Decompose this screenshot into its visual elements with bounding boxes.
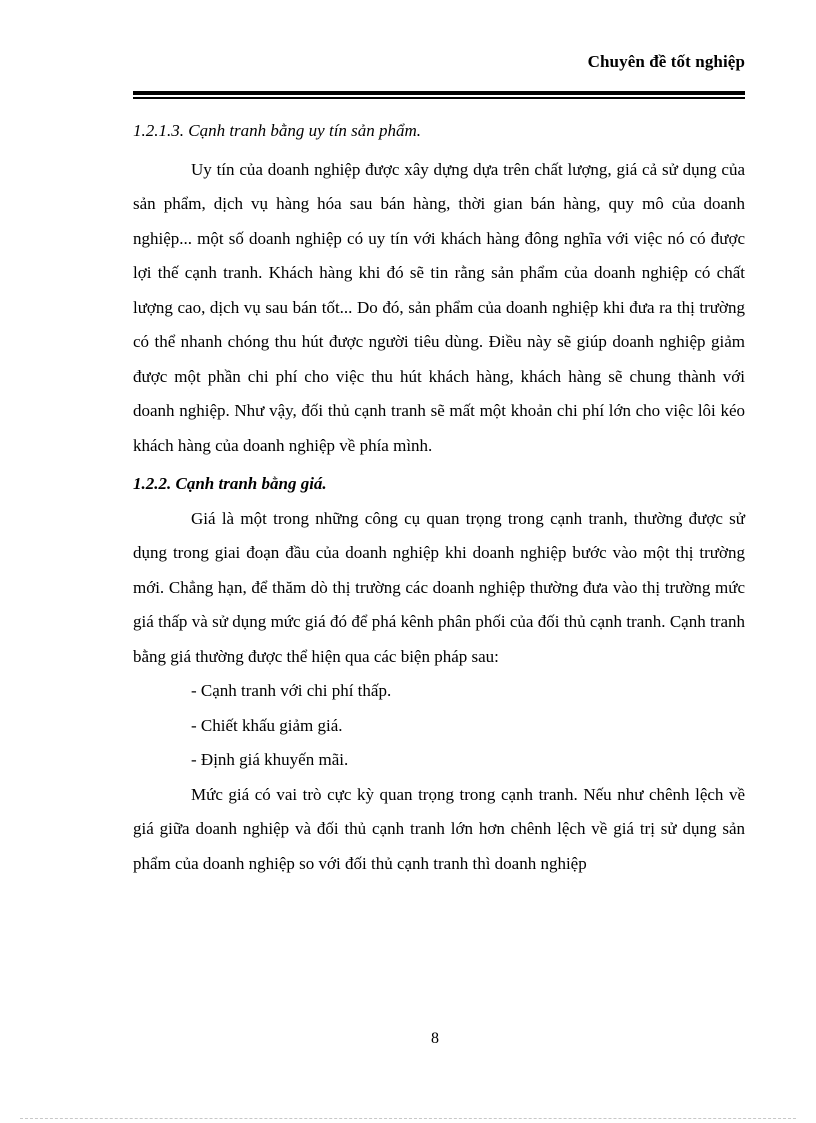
header-title: Chuyên đề tốt nghiệp	[587, 52, 745, 71]
page-bottom-divider	[20, 1118, 796, 1119]
section-heading-1213: 1.2.1.3. Cạnh tranh bằng uy tín sản phẩm.	[133, 121, 422, 140]
header-rule-thick	[133, 91, 745, 95]
document-body	[133, 114, 745, 881]
bullet-item: - Định giá khuyến mãi.	[191, 750, 349, 769]
paragraph-reputation: Uy tín của doanh nghiệp được xây dựng dựa trên chất lượng, giá cả sử dụng của sản phẩm, dịch vụ hàng hóa sau bán hàng, thời gian bán hàng, quy mô của doanh nghiệp... một số doanh nghiệp có uy tín với khách hàng đông nghĩa với việc nó có được lợi thế cạnh tranh. Khách hàng khi đó sẽ tin rằng sản phẩm của doanh nghiệp có chất lượng cao, dịch vụ sau bán tốt... Do đó, sản phẩm của doanh nghiệp khi đưa ra thị trường có thể nhanh chóng thu hút được người tiêu dùng. Điều này sẽ giúp doanh nghiệp giảm được một phần chi phí cho việc thu hút khách hàng, khách hàng sẽ chung thành với doanh nghiệp. Như vậy, đối thủ cạnh tranh sẽ mất một khoản chi phí lớn cho việc lôi kéo khách hàng của doanh nghiệp về phía mình.	[133, 159, 745, 455]
bullet-item: - Chiết khấu giảm giá.	[191, 715, 343, 735]
paragraph-price-role: Mức giá có vai trò cực kỳ quan trọng trong cạnh tranh. Nếu như chênh lệch về giá giữa doanh nghiệp và đối thủ cạnh tranh lớn hơn chênh lệch về giá trị sử dụng sản phẩm của doanh nghiệp so với đối thủ cạnh tranh thì doanh nghiệp	[133, 784, 745, 873]
paragraph-price: Giá là một trong những công cụ quan trọng trong cạnh tranh, thường được sử dụng trong giai đoạn đầu của doanh nghiệp khi doanh nghiệp bước vào một thị trường mới. Chẳng hạn, để thăm dò thị trường các doanh nghiệp thường đưa vào thị trường mức giá thấp và sử dụng mức giá đó để phá kênh phân phối của đối thủ cạnh tranh. Cạnh tranh bằng giá thường được thể hiện qua các biện pháp sau:	[133, 508, 745, 666]
section-heading-122: 1.2.2. Cạnh tranh bằng giá.	[133, 474, 327, 493]
page-number: 8	[431, 1030, 439, 1047]
bullet-item: - Cạnh tranh với chi phí thấp.	[191, 681, 392, 700]
header-rule-thin	[133, 97, 745, 99]
